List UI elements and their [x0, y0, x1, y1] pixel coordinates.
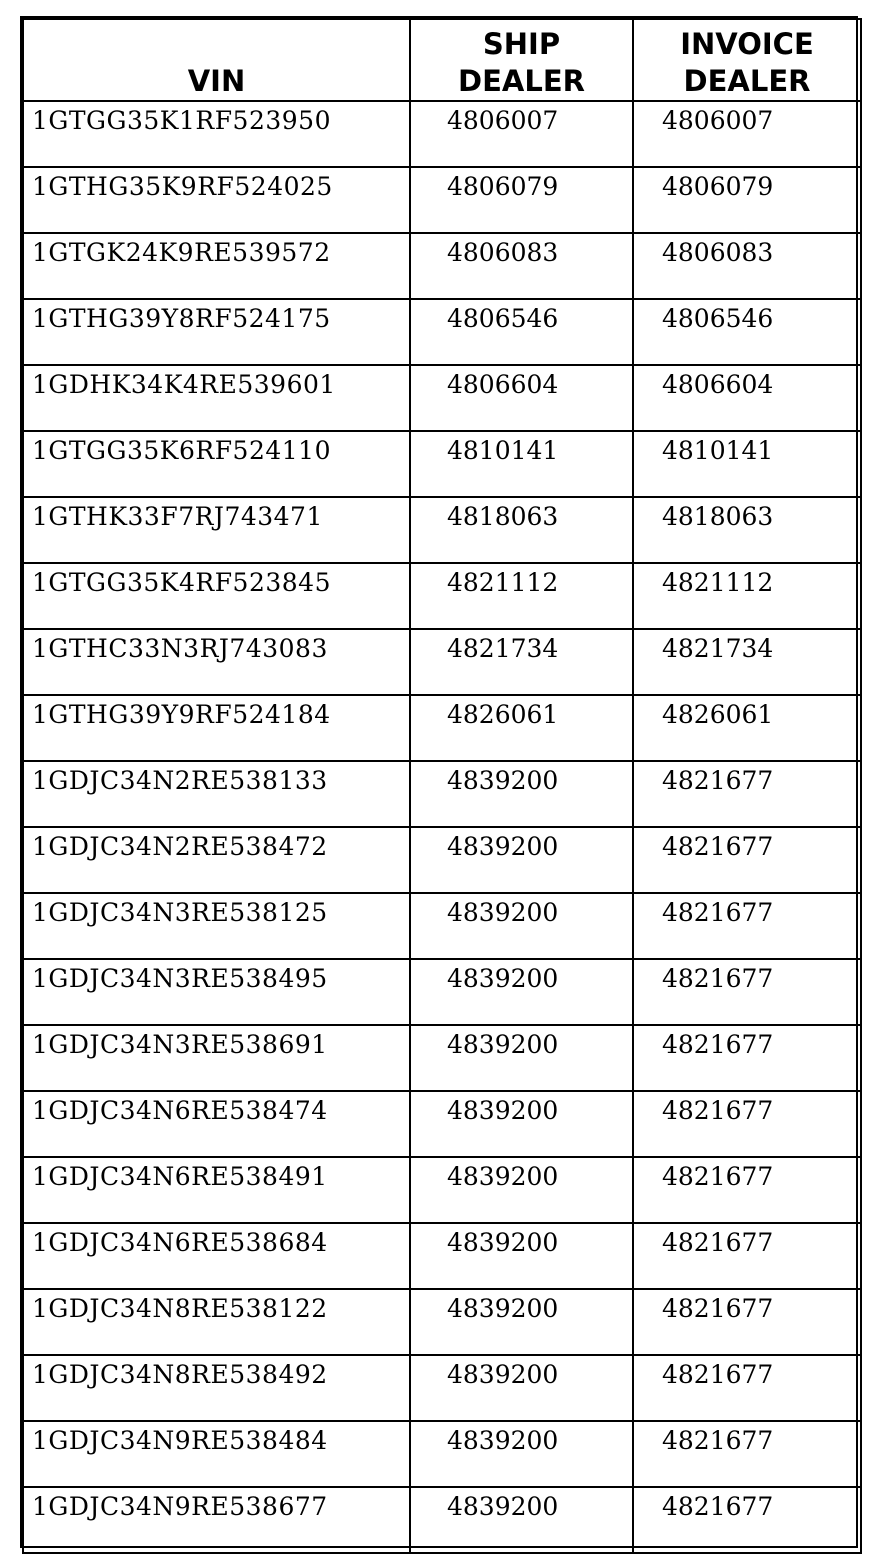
vin-cell-value: 1GTHG39Y9RF524184 [32, 700, 331, 729]
invoice-dealer-cell-value: 4821677 [662, 1426, 774, 1455]
table-row [23, 959, 861, 1025]
ship-dealer-cell-value: 4826061 [447, 700, 559, 729]
ship-dealer-cell [410, 1289, 633, 1355]
invoice-dealer-cell [633, 629, 861, 695]
ship-dealer-cell-value: 4839200 [447, 1096, 559, 1125]
ship-dealer-cell [410, 431, 633, 497]
vin-cell [23, 1157, 410, 1223]
vin-cell [23, 893, 410, 959]
ship-dealer-cell-value: 4806604 [447, 370, 559, 399]
ship-dealer-cell-value: 4839200 [447, 1162, 559, 1191]
vin-cell-value: 1GDJC34N3RE538495 [32, 964, 328, 993]
vin-cell-value: 1GTGG35K1RF523950 [32, 106, 331, 135]
vin-header-label: VIN [187, 64, 246, 98]
ship-dealer-cell [410, 827, 633, 893]
vin-cell-value: 1GTHC33N3RJ743083 [32, 634, 328, 663]
vin-cell-value: 1GDJC34N3RE538691 [32, 1030, 328, 1059]
invoice-dealer-cell-value: 4810141 [662, 436, 774, 465]
vin-cell-value: 1GTGG35K4RF523845 [32, 568, 331, 597]
vin-cell [23, 1487, 410, 1553]
ship-dealer-cell-value: 4821734 [447, 634, 559, 663]
invoice-dealer-cell [633, 365, 861, 431]
ship-dealer-cell [410, 1091, 633, 1157]
vin-dealer-table-container [20, 16, 858, 1548]
table-row [23, 1223, 861, 1289]
vin-cell [23, 629, 410, 695]
invoice-header-line2: DEALER [683, 64, 811, 98]
table-row [23, 101, 861, 167]
table-row [23, 893, 861, 959]
invoice-dealer-cell [633, 1091, 861, 1157]
vin-cell [23, 1025, 410, 1091]
vin-cell [23, 431, 410, 497]
vin-cell-value: 1GDJC34N8RE538492 [32, 1360, 328, 1389]
invoice-dealer-cell [633, 1289, 861, 1355]
invoice-dealer-cell [633, 827, 861, 893]
table-row [23, 827, 861, 893]
vin-cell [23, 1289, 410, 1355]
table-row [23, 167, 861, 233]
vin-cell [23, 365, 410, 431]
ship-dealer-cell [410, 1025, 633, 1091]
vin-cell [23, 1355, 410, 1421]
invoice-dealer-cell [633, 1157, 861, 1223]
vin-cell [23, 695, 410, 761]
invoice-dealer-cell-value: 4821677 [662, 1030, 774, 1059]
table-row [23, 431, 861, 497]
ship-dealer-cell [410, 761, 633, 827]
vin-cell [23, 101, 410, 167]
ship-dealer-cell [410, 695, 633, 761]
invoice-dealer-cell-value: 4821677 [662, 1228, 774, 1257]
ship-dealer-cell-value: 4818063 [447, 502, 559, 531]
ship-dealer-cell-value: 4810141 [447, 436, 559, 465]
ship-dealer-cell-value: 4839200 [447, 766, 559, 795]
ship-dealer-cell [410, 1487, 633, 1553]
vin-cell-value: 1GTHK33F7RJ743471 [32, 502, 323, 531]
ship-dealer-cell-value: 4806079 [447, 172, 559, 201]
table-row [23, 1025, 861, 1091]
invoice-dealer-cell [633, 1487, 861, 1553]
ship-dealer-cell [410, 1223, 633, 1289]
vin-cell-value: 1GTGG35K6RF524110 [32, 436, 331, 465]
invoice-dealer-cell [633, 431, 861, 497]
invoice-dealer-column-header [633, 19, 861, 101]
ship-dealer-cell [410, 365, 633, 431]
invoice-dealer-cell [633, 1421, 861, 1487]
table-row [23, 629, 861, 695]
table-row [23, 299, 861, 365]
invoice-dealer-cell [633, 497, 861, 563]
vin-cell [23, 233, 410, 299]
table-row [23, 1091, 861, 1157]
vin-cell-value: 1GDJC34N2RE538133 [32, 766, 328, 795]
vin-cell-value: 1GDJC34N8RE538122 [32, 1294, 328, 1323]
ship-dealer-cell [410, 959, 633, 1025]
invoice-dealer-cell [633, 1223, 861, 1289]
ship-dealer-cell [410, 563, 633, 629]
vin-cell-value: 1GTHG39Y8RF524175 [32, 304, 331, 333]
ship-dealer-cell-value: 4806083 [447, 238, 559, 267]
vin-dealer-table [22, 18, 862, 1554]
ship-dealer-cell-value: 4839200 [447, 1426, 559, 1455]
invoice-dealer-cell-value: 4821677 [662, 1096, 774, 1125]
invoice-dealer-cell-value: 4821677 [662, 964, 774, 993]
invoice-dealer-cell-value: 4821677 [662, 1162, 774, 1191]
invoice-dealer-cell-value: 4821677 [662, 1294, 774, 1323]
table-row [23, 1421, 861, 1487]
ship-dealer-cell-value: 4839200 [447, 1492, 559, 1521]
invoice-dealer-cell-value: 4821677 [662, 898, 774, 927]
ship-dealer-cell-value: 4839200 [447, 1228, 559, 1257]
ship-dealer-cell [410, 1157, 633, 1223]
ship-dealer-cell-value: 4839200 [447, 1294, 559, 1323]
vin-cell-value: 1GTGK24K9RE539572 [32, 238, 331, 267]
vin-cell-value: 1GDJC34N6RE538684 [32, 1228, 328, 1257]
invoice-dealer-cell-value: 4806083 [662, 238, 774, 267]
ship-header-line1: SHIP [482, 27, 561, 61]
invoice-dealer-cell-value: 4821734 [662, 634, 774, 663]
ship-dealer-cell [410, 299, 633, 365]
invoice-dealer-cell [633, 1025, 861, 1091]
table-row [23, 563, 861, 629]
vin-cell [23, 1421, 410, 1487]
vin-cell [23, 563, 410, 629]
vin-cell-value: 1GDJC34N3RE538125 [32, 898, 328, 927]
vin-cell [23, 1223, 410, 1289]
vin-column-header [23, 19, 410, 101]
ship-dealer-cell-value: 4821112 [447, 568, 559, 597]
invoice-dealer-cell [633, 695, 861, 761]
ship-dealer-cell-value: 4839200 [447, 1030, 559, 1059]
table-row [23, 1487, 861, 1553]
table-row [23, 761, 861, 827]
table-row [23, 233, 861, 299]
invoice-dealer-cell-value: 4806604 [662, 370, 774, 399]
ship-dealer-cell-value: 4839200 [447, 1360, 559, 1389]
ship-header-line2: DEALER [458, 64, 585, 98]
ship-dealer-cell-value: 4839200 [447, 832, 559, 861]
table-row [23, 695, 861, 761]
invoice-dealer-cell [633, 761, 861, 827]
vin-cell [23, 761, 410, 827]
table-body [23, 101, 861, 1553]
vin-cell-value: 1GDJC34N9RE538677 [32, 1492, 328, 1521]
invoice-dealer-cell-value: 4806079 [662, 172, 774, 201]
ship-dealer-cell-value: 4806007 [447, 106, 559, 135]
vin-cell [23, 167, 410, 233]
invoice-dealer-cell [633, 893, 861, 959]
ship-dealer-cell [410, 167, 633, 233]
vin-cell [23, 299, 410, 365]
invoice-dealer-cell [633, 563, 861, 629]
ship-dealer-cell-value: 4839200 [447, 964, 559, 993]
vin-cell-value: 1GDJC34N6RE538474 [32, 1096, 328, 1125]
invoice-dealer-cell [633, 101, 861, 167]
table-row [23, 497, 861, 563]
vin-cell-value: 1GDHK34K4RE539601 [32, 370, 336, 399]
table-row [23, 1355, 861, 1421]
invoice-dealer-cell-value: 4818063 [662, 502, 774, 531]
invoice-dealer-cell-value: 4806546 [662, 304, 774, 333]
vin-cell [23, 1091, 410, 1157]
ship-dealer-cell-value: 4839200 [447, 898, 559, 927]
invoice-dealer-cell-value: 4806007 [662, 106, 774, 135]
vin-cell [23, 497, 410, 563]
vin-cell [23, 959, 410, 1025]
invoice-dealer-cell [633, 959, 861, 1025]
invoice-dealer-cell-value: 4821677 [662, 1360, 774, 1389]
ship-dealer-cell [410, 1421, 633, 1487]
ship-dealer-cell [410, 497, 633, 563]
invoice-dealer-cell [633, 233, 861, 299]
invoice-dealer-cell [633, 167, 861, 233]
invoice-dealer-cell [633, 299, 861, 365]
invoice-dealer-cell-value: 4826061 [662, 700, 774, 729]
ship-dealer-cell [410, 233, 633, 299]
table-row [23, 1157, 861, 1223]
vin-cell-value: 1GDJC34N6RE538491 [32, 1162, 328, 1191]
vin-cell-value: 1GDJC34N2RE538472 [32, 832, 328, 861]
invoice-header-line1: INVOICE [680, 27, 814, 61]
vin-cell-value: 1GDJC34N9RE538484 [32, 1426, 328, 1455]
invoice-dealer-cell [633, 1355, 861, 1421]
ship-dealer-column-header [410, 19, 633, 101]
ship-dealer-cell-value: 4806546 [447, 304, 559, 333]
ship-dealer-cell [410, 1355, 633, 1421]
invoice-dealer-cell-value: 4821677 [662, 832, 774, 861]
table-row [23, 365, 861, 431]
vin-cell [23, 827, 410, 893]
ship-dealer-cell [410, 629, 633, 695]
ship-dealer-cell [410, 101, 633, 167]
invoice-dealer-cell-value: 4821677 [662, 766, 774, 795]
table-row [23, 1289, 861, 1355]
ship-dealer-cell [410, 893, 633, 959]
table-header-row [23, 19, 861, 101]
invoice-dealer-cell-value: 4821112 [662, 568, 774, 597]
vin-cell-value: 1GTHG35K9RF524025 [32, 172, 333, 201]
invoice-dealer-cell-value: 4821677 [662, 1492, 774, 1521]
